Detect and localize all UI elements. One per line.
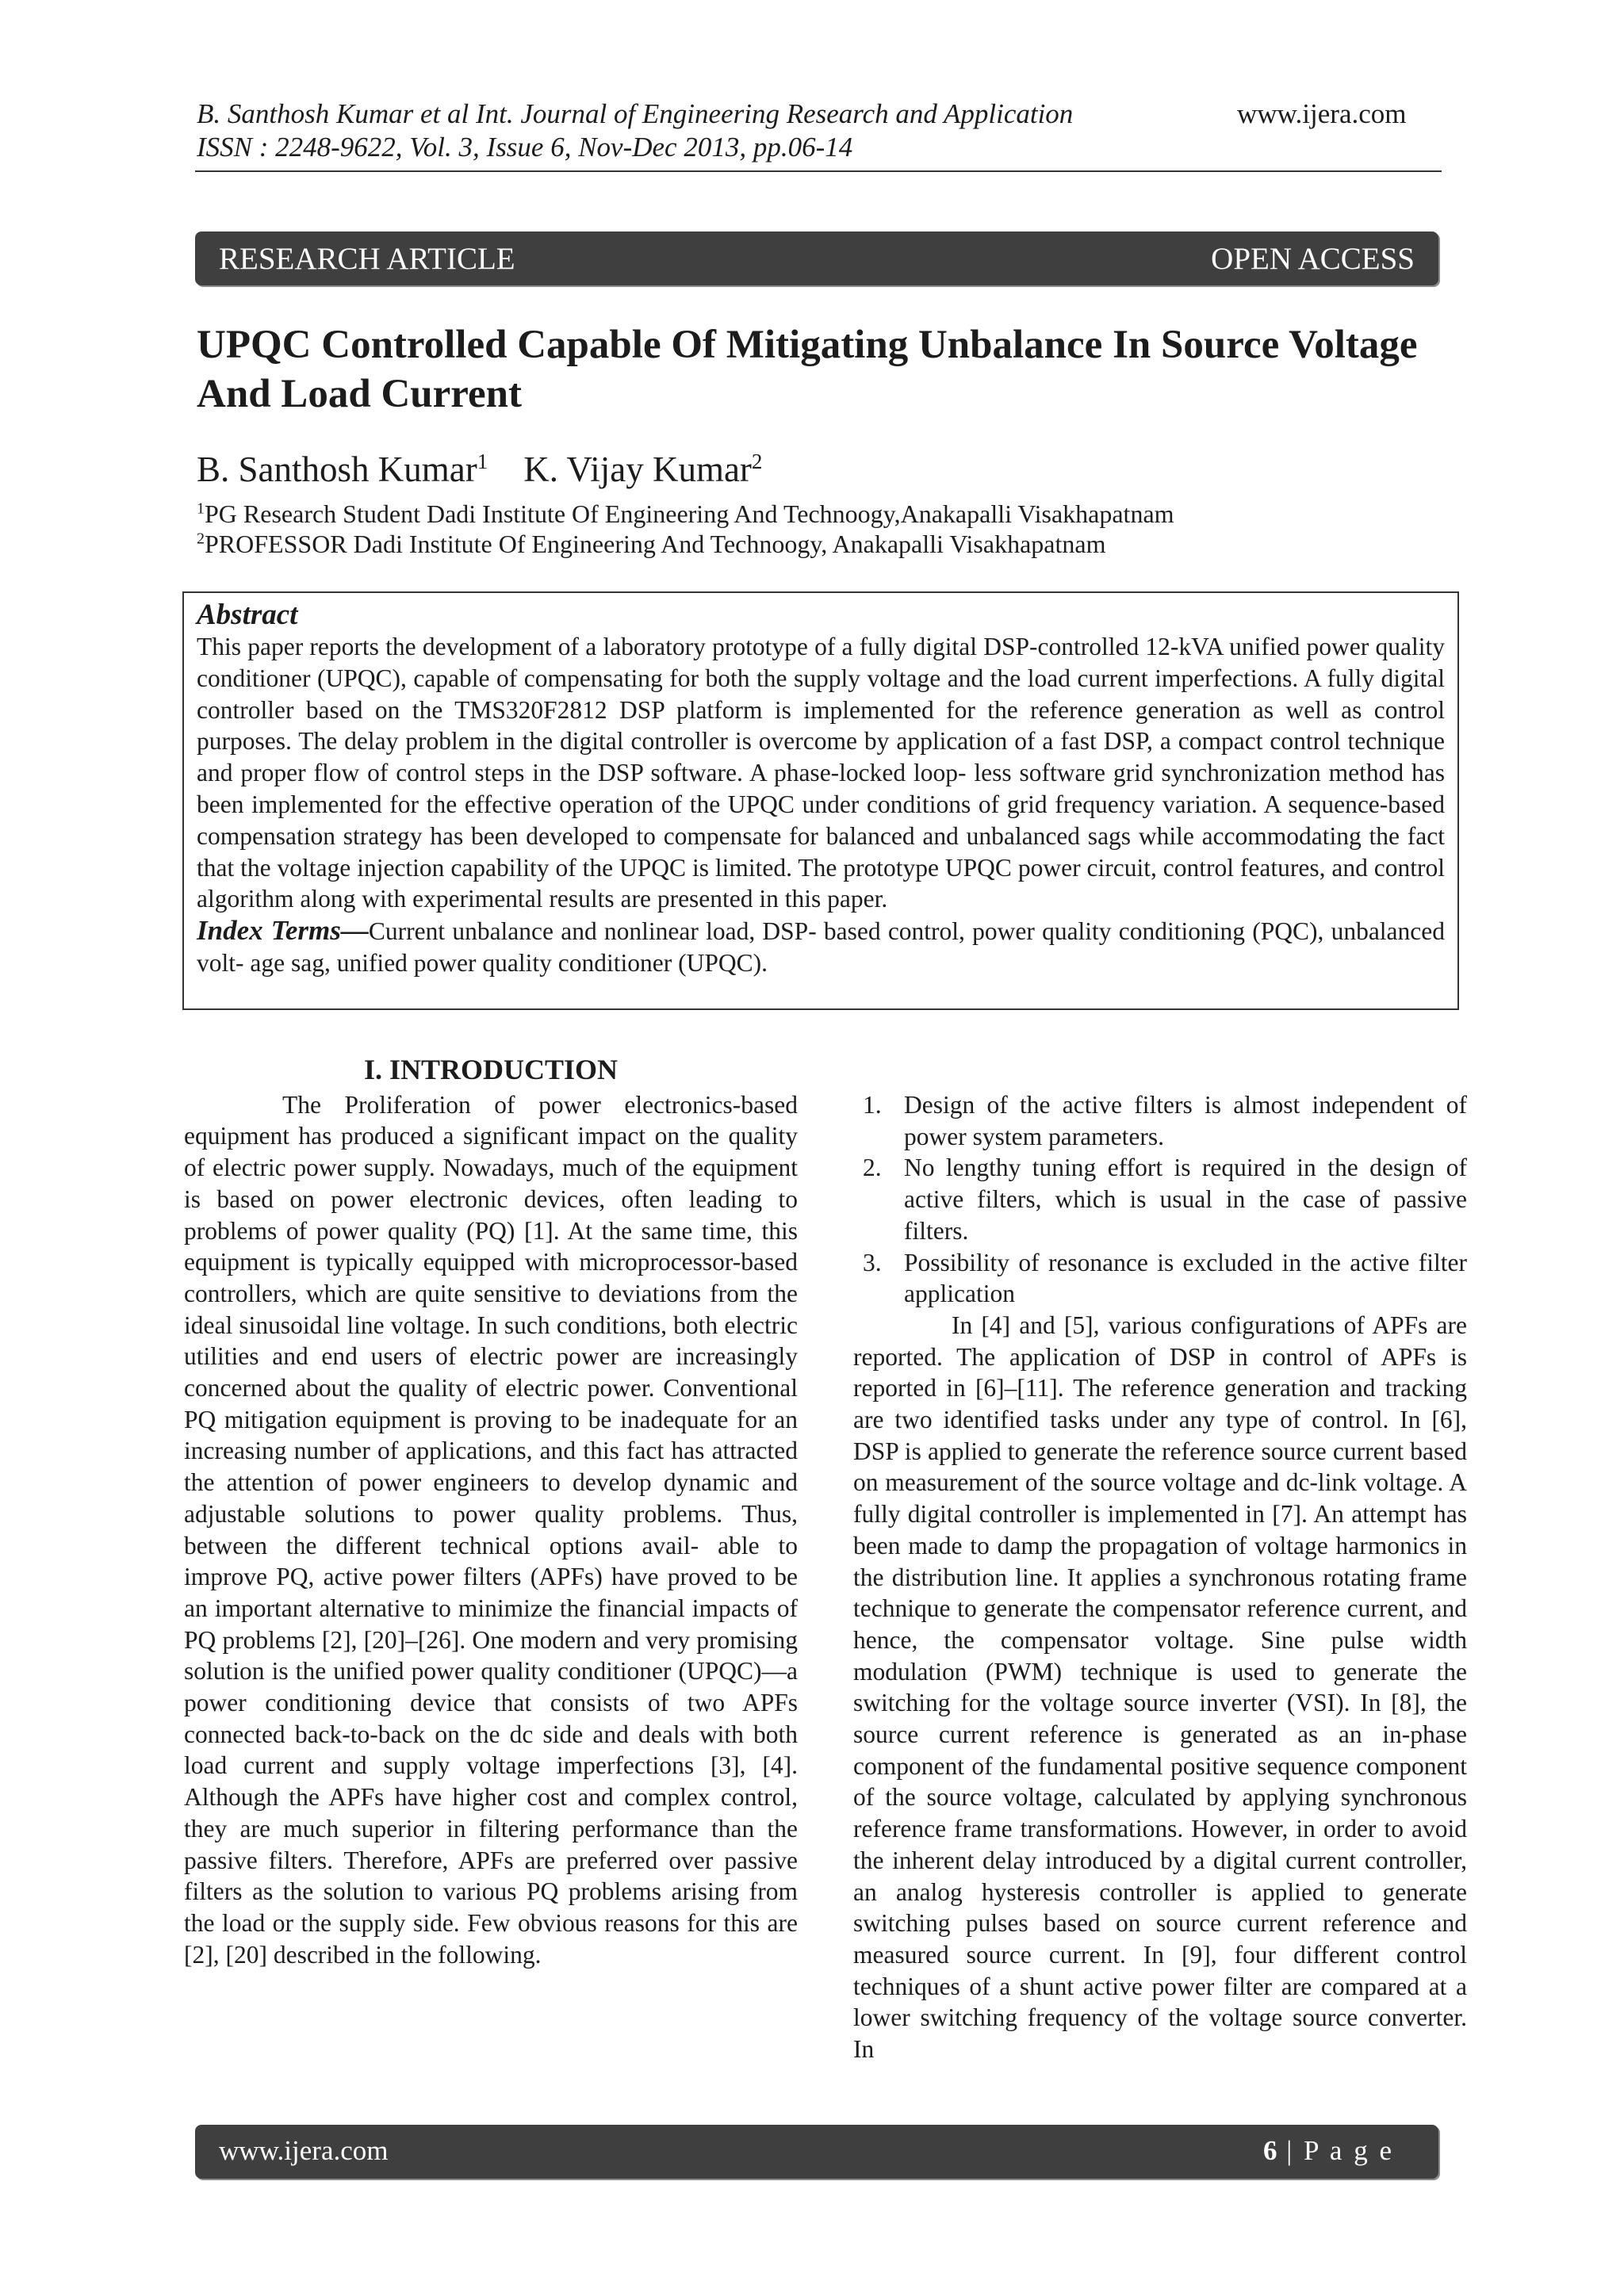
list-item-text: No lengthy tuning effort is required in the design of active filters, which is usual in the case of passive filters. xyxy=(904,1154,1467,1245)
article-type-banner xyxy=(195,232,1438,285)
affiliation-1-text: PG Research Student Dadi Institute Of Engineering And Technoogy,Anakapalli Visakhapatnam xyxy=(205,499,1174,528)
footer-website-link[interactable]: www.ijera.com xyxy=(219,2135,389,2166)
author-2-name: K. Vijay Kumar xyxy=(523,450,752,489)
header-website-link[interactable]: www.ijera.com xyxy=(1237,98,1407,129)
abstract-text: This paper reports the development of a laboratory prototype of a fully digital DSP-controlled 12-kVA unified power quality conditioner (UPQC), capable of compensating for both the supply voltage and the load current imperfections. A fully digital controller based on the TMS320F2812 DSP platform is implemented for the reference generation as well as control purposes. The delay problem in the digital controller is overcome by application of a fast DSP, a compact control technique and proper flow of control steps in the DSP software. A phase-locked loop- less software grid synchronization method has been implemented for the effective operation of the UPQC under conditions of grid frequency variation. A sequence-based compensation strategy has been developed to compensate for balanced and unbalanced sags while accommodating the fact that the voltage injection capability of the UPQC is limited. The prototype UPQC power circuit, control features, and control algorithm along with experimental results are presented in this paper. xyxy=(197,633,1445,913)
affiliation-2-text: PROFESSOR Dadi Institute Of Engineering And Technoogy, Anakapalli Visakhapatnam xyxy=(205,530,1106,558)
page-label: | P a g e xyxy=(1277,2135,1394,2166)
list-item xyxy=(853,1247,1467,1310)
abstract-heading: Abstract xyxy=(197,599,298,631)
journal-citation-line: B. Santhosh Kumar et al Int. Journal of Engineering Research and Application xyxy=(197,98,1074,129)
list-item xyxy=(853,1089,1467,1152)
author-2-superscript: 2 xyxy=(751,450,763,473)
list-item-number: 3. xyxy=(863,1248,882,1276)
affiliation-2 xyxy=(197,530,1105,559)
introduction-paragraph: The Proliferation of power electronics-based equipment has produced a significant impact on the quality of electric power supply. Nowadays, much of the equipment is based on power electronic devices, often leading to problems of power quality (PQ) [1]. At the same time, this equipment is typically equipped with microprocessor-based controllers, which are quite sensitive to deviations from the ideal sinusoidal line voltage. In such conditions, both electric utilities and end users of electric power are increasingly concerned about the quality of electric power. Conventional PQ mitigation equipment is proving to be inadequate for an increasing number of applications, and this fact has attracted the attention of power engineers to develop dynamic and adjustable solutions to power quality problems. Thus, between the different technical options avail- able to improve PQ, active power filters (APFs) have proved to be an important alternative to minimize the financial impacts of PQ problems [2], [20]–[26]. One modern and very promising solution is the unified power quality conditioner (UPQC)—a power conditioning device that consists of two APFs connected back-to-back on the dc side and deals with both load current and supply voltage imperfections [3], [4]. Although the APFs have higher cost and complex control, they are much superior in filtering performance than the passive filters. Therefore, APFs are preferred over passive filters as the solution to various PQ problems arising from the load or the supply side. Few obvious reasons for this are [2], [20] described in the following. xyxy=(184,1090,798,1969)
list-item-number: 1. xyxy=(863,1091,882,1119)
introduction-heading: I. INTRODUCTION xyxy=(363,1054,619,1085)
list-item xyxy=(853,1152,1467,1246)
author-line xyxy=(197,449,762,490)
affiliation-2-superscript: 2 xyxy=(197,530,205,548)
page-footer xyxy=(195,2125,1438,2179)
affiliation-1 xyxy=(197,499,1174,529)
open-access-label: OPEN ACCESS xyxy=(1211,242,1415,276)
affiliation-1-superscript: 1 xyxy=(197,499,205,518)
page-number-label xyxy=(1263,2135,1394,2167)
page-number: 6 xyxy=(1263,2135,1277,2166)
reasons-list xyxy=(853,1089,1467,1310)
author-1-name: B. Santhosh Kumar xyxy=(197,450,477,489)
list-item-text: Possibility of resonance is excluded in the active filter application xyxy=(904,1248,1467,1308)
abstract-body xyxy=(197,631,1445,979)
list-item-number: 2. xyxy=(863,1154,882,1182)
author-1-superscript: 1 xyxy=(477,450,488,473)
header-rule xyxy=(195,170,1442,172)
right-column xyxy=(853,1089,1467,2065)
issn-line: ISSN : 2248-9622, Vol. 3, Issue 6, Nov-Dec 2013, pp.06-14 xyxy=(197,132,853,163)
paper-title: UPQC Controlled Capable Of Mitigating Unbalance In Source Voltage And Load Current xyxy=(197,323,1418,416)
index-terms-text: Current unbalance and nonlinear load, DSP- based control, power quality conditioning (PQC), unbalanced volt- age sag, unified power quality conditioner (UPQC). xyxy=(197,917,1445,977)
index-terms-heading: Index Terms— xyxy=(197,915,369,947)
left-column xyxy=(184,1054,798,1970)
list-item-text: Design of the active filters is almost independent of power system parameters. xyxy=(904,1091,1467,1150)
article-type-label: RESEARCH ARTICLE xyxy=(219,242,515,276)
literature-review-paragraph: In [4] and [5], various configurations of APFs are reported. The application of DSP in control of APFs is reported in [6]–[11]. The reference generation and tracking are two identified tasks under any type of control. In [6], DSP is applied to generate the reference source current based on measurement of the source voltage and dc-link voltage. A fully digital controller is implemented in [7]. An attempt has been made to damp the propagation of voltage harmonics in the distribution line. It applies a synchronous rotating frame technique to generate the compensator reference current, and hence, the compensator voltage. Sine pulse width modulation (PWM) technique is used to generate the switching for the voltage source inverter (VSI). In [8], the source current reference is generated as an in-phase component of the fundamental positive sequence component of the source voltage, calculated by applying synchronous reference frame transformations. However, in order to avoid the inherent delay introduced by a digital current controller, an analog hysteresis controller is applied to generate switching pulses based on source current reference and measured source current. In [9], four different control techniques of a shunt active power filter are compared at a lower switching frequency of the voltage source converter. In xyxy=(853,1311,1467,2064)
